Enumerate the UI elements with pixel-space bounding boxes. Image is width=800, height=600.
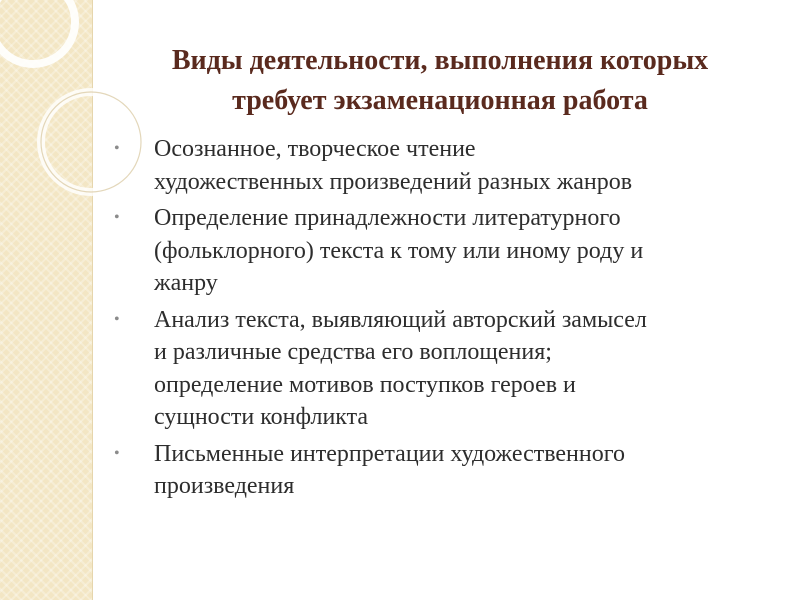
- bullet-text-line: Определение принадлежности литературного: [154, 205, 621, 231]
- bullet-text-line: Анализ текста, выявляющий авторский замысел: [154, 306, 647, 333]
- bullet-text-line: Осознанное, творческое чтение: [154, 136, 476, 162]
- bullet-text-line: (фольклорного) текста к тому или иному роду и: [154, 237, 644, 264]
- decorative-left-band: [0, 0, 93, 600]
- bullet-icon: •: [114, 444, 120, 462]
- slide-title-line: требует экзаменационная работа: [232, 84, 648, 116]
- bullet-item: [108, 304, 783, 434]
- bullet-text-line: Письменные интерпретации художественного: [154, 440, 625, 467]
- bullet-item: [108, 438, 783, 503]
- bullet-text-line: жанру: [154, 270, 218, 296]
- bullet-text-line: сущности конфликта: [154, 404, 369, 430]
- slide-title: [100, 41, 780, 121]
- bullet-text-line: и различные средства его воплощения;: [154, 339, 552, 365]
- bullet-icon: •: [114, 209, 120, 226]
- bullet-item: [108, 133, 783, 198]
- slide-title-line: Виды деятельности, выполнения которых: [171, 44, 709, 76]
- bullet-list: [108, 133, 783, 507]
- bullet-text-line: определение мотивов поступков героев и: [154, 371, 576, 398]
- bullet-text-line: произведения: [154, 473, 295, 499]
- bullet-icon: •: [114, 140, 120, 157]
- bullet-icon: •: [114, 310, 120, 328]
- bullet-text-line: художественных произведений разных жанров: [154, 168, 633, 195]
- bullet-item: [108, 202, 783, 300]
